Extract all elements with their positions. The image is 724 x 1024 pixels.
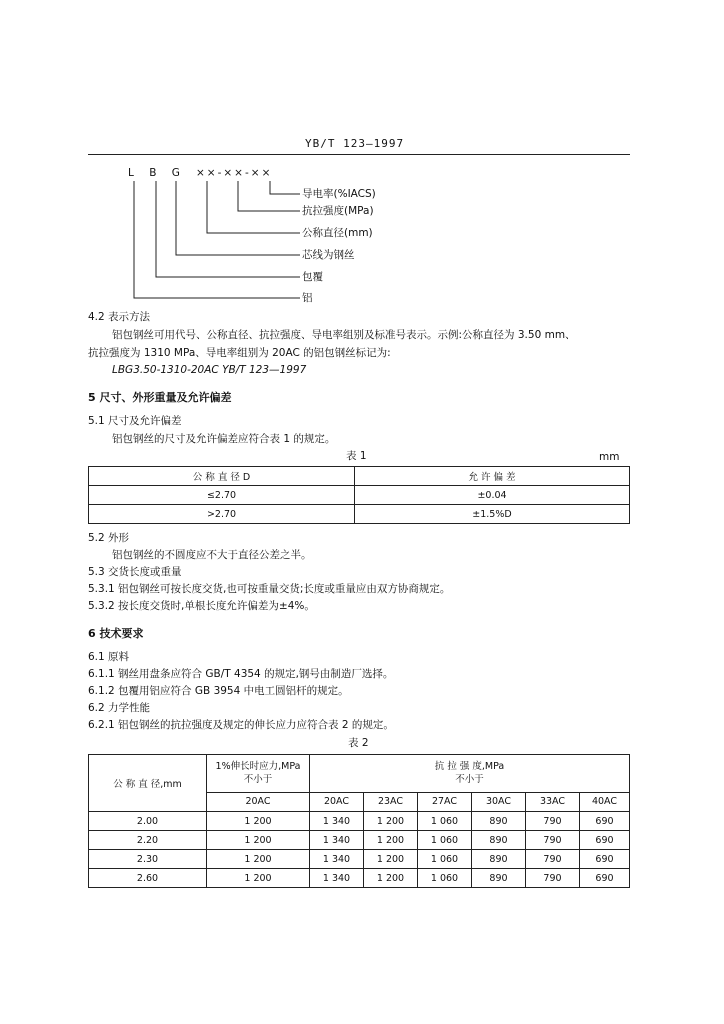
table1-cell: >2.70	[89, 505, 355, 524]
table2-cell: 1 200	[207, 812, 310, 831]
section-5-1-text: 铝包钢丝的尺寸及允许偏差应符合表 1 的规定。	[112, 433, 336, 445]
table2-cell: 1 340	[310, 831, 364, 850]
table2-cell: 790	[526, 831, 580, 850]
table2-cell: 790	[526, 850, 580, 869]
section-5-3-1: 5.3.1 铝包钢丝可按长度交货,也可按重量交货;长度或重量应由双方协商规定。	[88, 583, 451, 595]
table2-grade: 27AC	[418, 792, 472, 811]
table2-cell: 2.30	[89, 850, 207, 869]
table2-header-stress-label: 1%伸长时应力,MPa	[215, 761, 301, 773]
diagram-label-cladding: 包覆	[302, 271, 323, 283]
table2-cell: 1 060	[418, 869, 472, 888]
section-6-heading: 6 技术要求	[88, 627, 144, 640]
table1-unit: mm	[599, 451, 620, 463]
diagram-label-tensile: 抗拉强度(MPa)	[302, 205, 374, 217]
section-6-2-heading: 6.2 力学性能	[88, 702, 151, 714]
table2-grade: 23AC	[364, 792, 418, 811]
table2-cell: 2.60	[89, 869, 207, 888]
diagram-label-conductivity: 导电率(%IACS)	[302, 188, 376, 200]
section-5-3-heading: 5.3 交货长度或重量	[88, 566, 182, 578]
table2-cell: 2.00	[89, 812, 207, 831]
section-5-2-heading: 5.2 外形	[88, 532, 130, 544]
section-6-1-heading: 6.1 原料	[88, 651, 130, 663]
table-row	[89, 812, 630, 831]
table2-cell: 890	[472, 831, 526, 850]
section-5-3-2: 5.3.2 按长度交货时,单根长度允许偏差为±4%。	[88, 600, 315, 612]
table2-cell: 1 340	[310, 812, 364, 831]
table1-header-diameter: 公 称 直 径 D	[89, 467, 355, 486]
section-4-2-heading: 4.2 表示方法	[88, 311, 151, 323]
table-row	[89, 831, 630, 850]
table2-cell: 1 340	[310, 869, 364, 888]
table2-title: 表 2	[348, 737, 369, 749]
table2-header-stress-sub: 不小于	[243, 774, 273, 786]
table-row	[89, 486, 630, 505]
section-4-2-para1: 铝包钢丝可用代号、公称直径、抗拉强度、导电率组别及标准号表示。示例:公称直径为 3.50 mm、	[112, 329, 576, 341]
table2-cell: 690	[580, 831, 630, 850]
table-row	[89, 505, 630, 524]
diagram-label-steel-core: 芯线为钢丝	[302, 249, 355, 261]
table2-header-strength-label: 抗 拉 强 度,MPa	[434, 761, 505, 773]
table2-cell: 690	[580, 850, 630, 869]
table1-cell: ±0.04	[355, 486, 630, 505]
table1-header-tolerance: 允 许 偏 差	[355, 467, 630, 486]
table2-grade: 20AC	[207, 792, 310, 811]
code-letters: L B G	[128, 167, 186, 179]
table1-cell: ≤2.70	[89, 486, 355, 505]
table2-header-strength-sub: 不小于	[455, 774, 484, 786]
table2-grade: 30AC	[472, 792, 526, 811]
table2-cell: 790	[526, 869, 580, 888]
code-placeholder: ××-××-××	[196, 167, 273, 179]
table2-cell: 1 200	[364, 812, 418, 831]
section-4-2-para2: 抗拉强度为 1310 MPa、导电率组别为 20AC 的铝包钢丝标记为:	[88, 347, 391, 359]
table2-cell: 1 200	[364, 869, 418, 888]
table2-cell: 690	[580, 812, 630, 831]
table2-cell: 1 200	[207, 831, 310, 850]
table2	[88, 754, 630, 888]
table2-grade: 33AC	[526, 792, 580, 811]
diagram-label-aluminum: 铝	[302, 292, 313, 304]
table1-title: 表 1	[346, 450, 367, 462]
table2-cell: 1 200	[364, 850, 418, 869]
table2-grade: 20AC	[310, 792, 364, 811]
table2-cell: 890	[472, 850, 526, 869]
document-header: YB/T 123—1997	[305, 137, 405, 150]
table1-cell: ±1.5%D	[355, 505, 630, 524]
section-6-2-1: 6.2.1 铝包钢丝的抗拉强度及规定的伸长应力应符合表 2 的规定。	[88, 719, 394, 731]
table2-cell: 1 200	[207, 850, 310, 869]
section-6-1-2: 6.1.2 包覆用铝应符合 GB 3954 中电工圆铝杆的规定。	[88, 685, 349, 697]
table2-cell: 790	[526, 812, 580, 831]
table2-header-stress	[207, 755, 310, 793]
table2-cell: 2.20	[89, 831, 207, 850]
table2-header-diameter: 公 称 直 径,mm	[89, 755, 207, 812]
table2-cell: 1 060	[418, 812, 472, 831]
table2-cell: 1 060	[418, 850, 472, 869]
table1	[88, 466, 630, 524]
table2-cell: 1 200	[364, 831, 418, 850]
section-4-2-example: LBG3.50-1310-20AC YB/T 123—1997	[112, 364, 307, 376]
section-5-2-text: 铝包钢丝的不圆度应不大于直径公差之半。	[112, 549, 312, 561]
table2-cell: 690	[580, 869, 630, 888]
table-row	[89, 869, 630, 888]
table2-cell: 1 200	[207, 869, 310, 888]
table2-cell: 890	[472, 812, 526, 831]
table2-cell: 1 060	[418, 831, 472, 850]
section-5-1-heading: 5.1 尺寸及允许偏差	[88, 415, 182, 427]
table2-cell: 890	[472, 869, 526, 888]
section-6-1-1: 6.1.1 钢丝用盘条应符合 GB/T 4354 的规定,钢号由制造厂选择。	[88, 668, 394, 680]
table2-grade: 40AC	[580, 792, 630, 811]
table2-cell: 1 340	[310, 850, 364, 869]
diagram-label-diameter: 公称直径(mm)	[302, 227, 373, 239]
table-row	[89, 850, 630, 869]
section-5-heading: 5 尺寸、外形重量及允许偏差	[88, 391, 232, 404]
table2-header-strength	[310, 755, 630, 793]
